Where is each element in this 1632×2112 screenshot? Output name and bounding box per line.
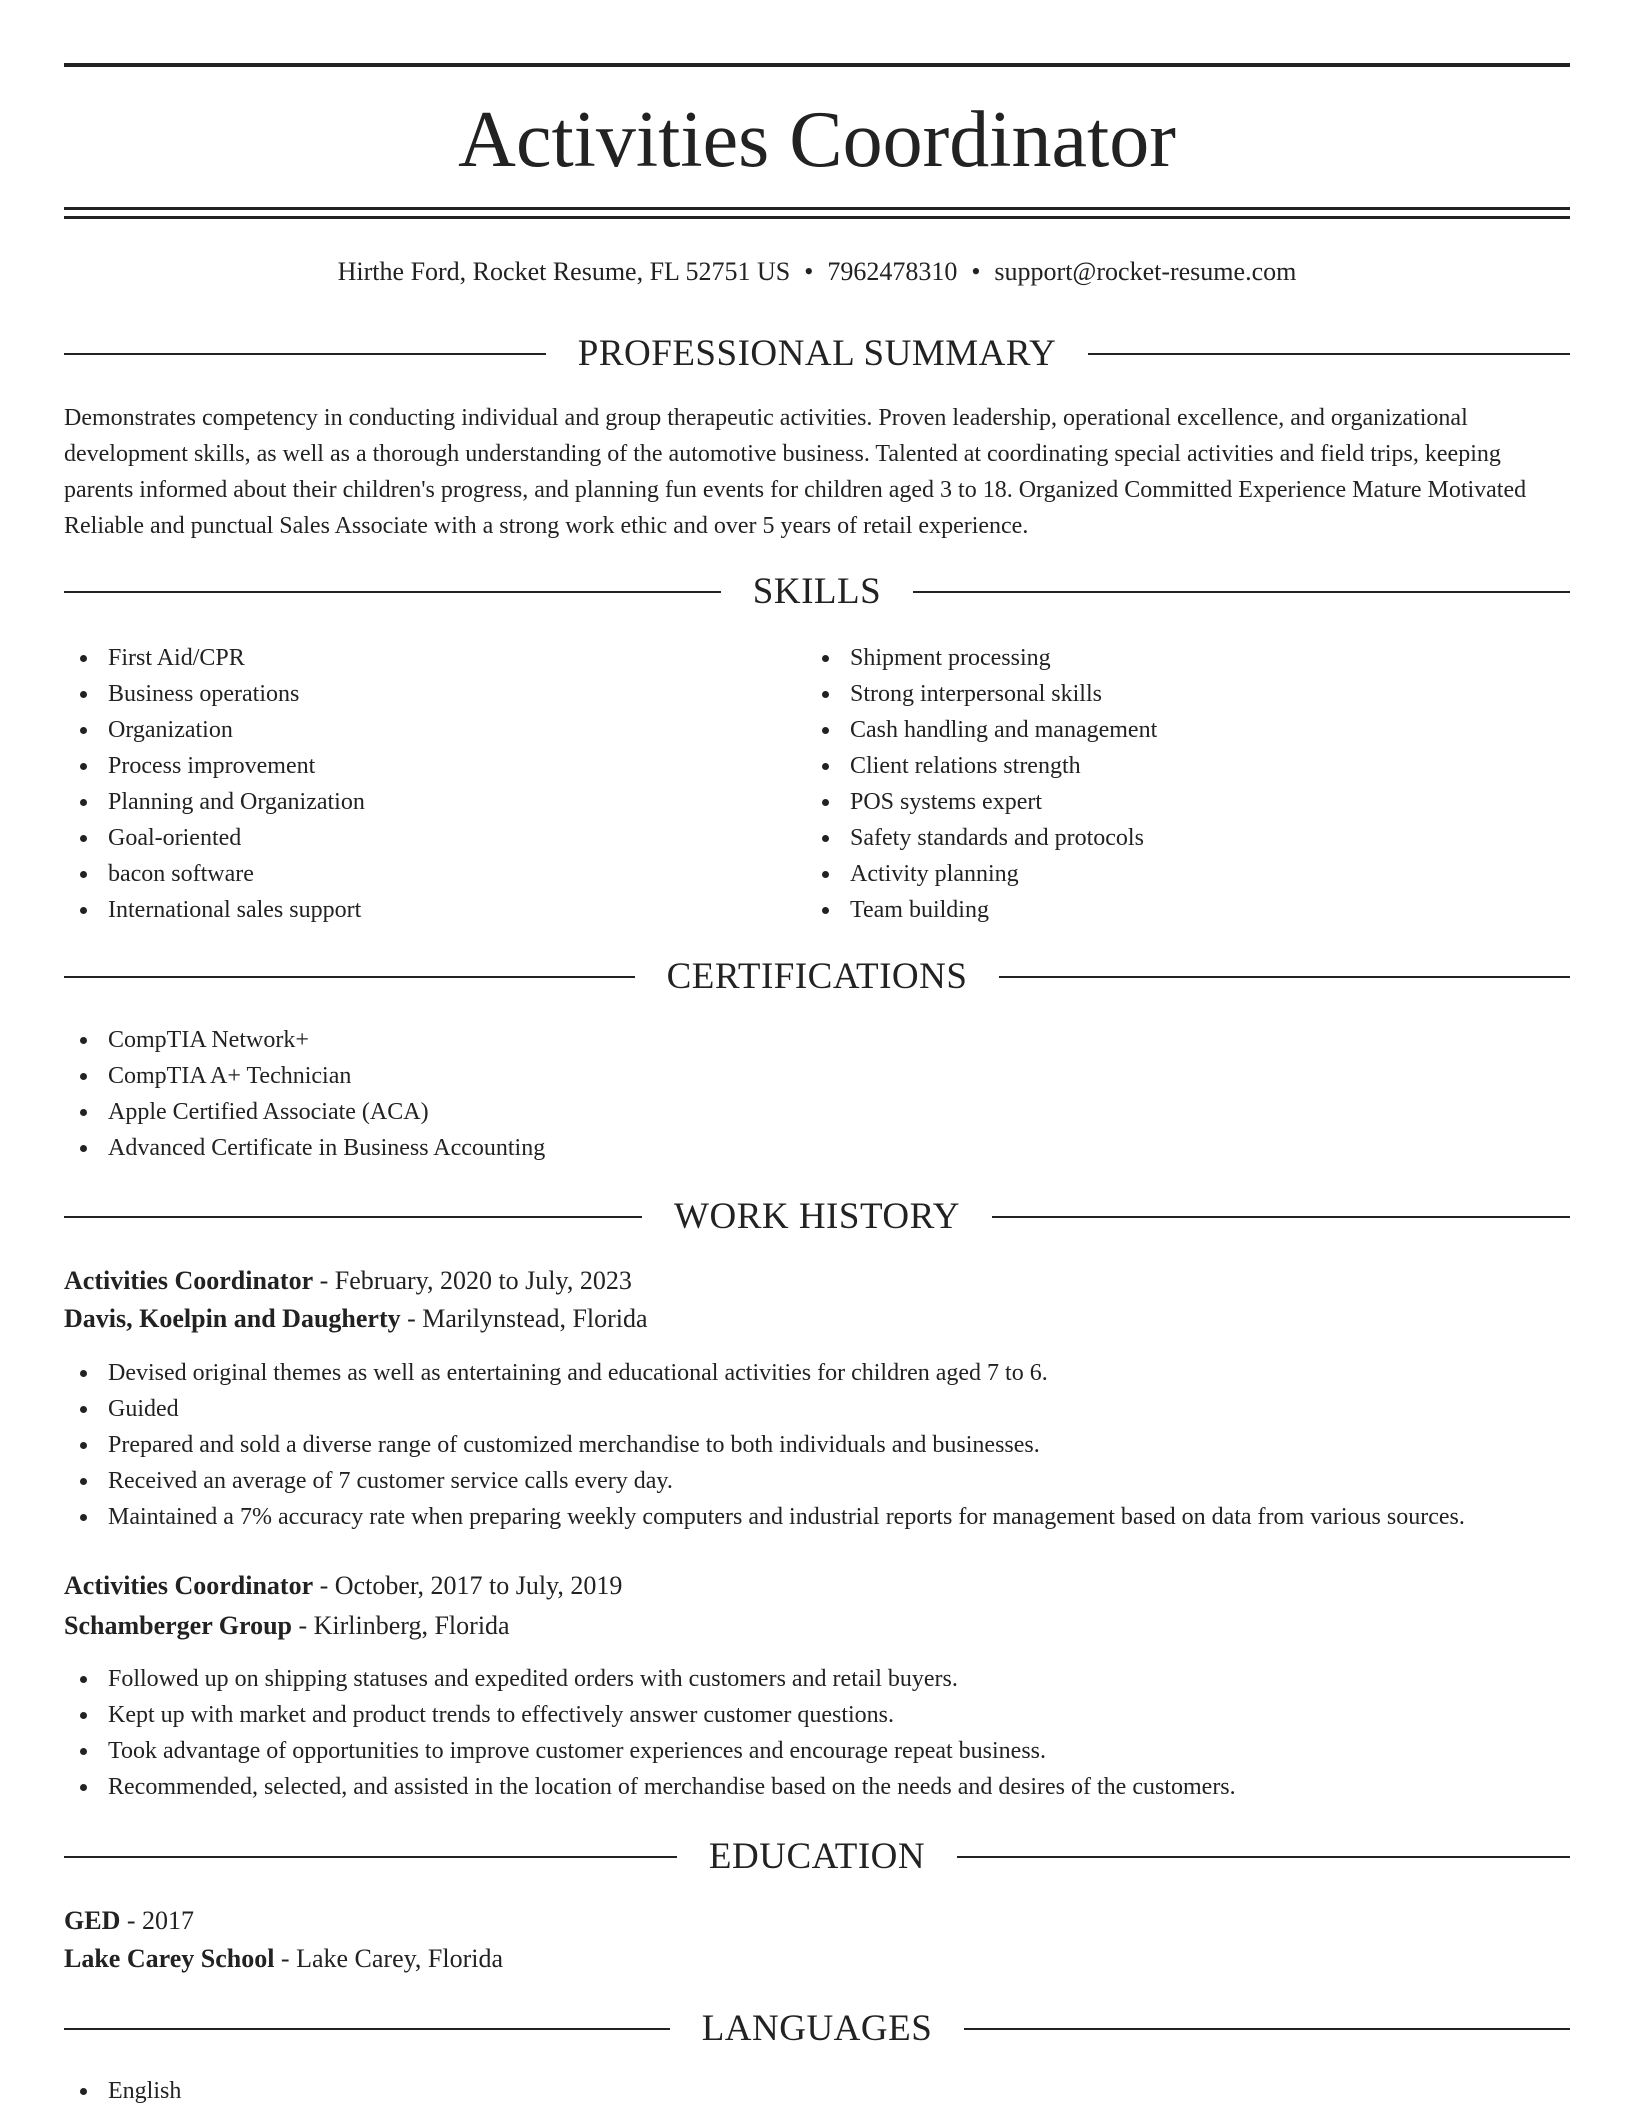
top-rule	[64, 63, 1570, 67]
heading-rule-right	[992, 1216, 1570, 1218]
skill-item: Business operations	[64, 676, 365, 712]
skill-item: Planning and Organization	[64, 784, 365, 820]
languages-heading-label: LANGUAGES	[701, 2008, 933, 2049]
certifications-heading-label: CERTIFICATIONS	[666, 956, 968, 997]
skills-heading	[64, 570, 1570, 614]
education-school-line	[64, 1941, 503, 1977]
education-location: - Lake Carey, Florida	[274, 1944, 504, 1973]
heading-rule-right	[957, 1856, 1570, 1858]
job-bullet: Guided	[64, 1391, 1465, 1427]
job-bullets	[64, 1355, 1465, 1535]
skill-item: Process improvement	[64, 748, 365, 784]
job-bullet: Prepared and sold a diverse range of customized merchandise to both individuals and businesses.	[64, 1427, 1465, 1463]
job-dates: - October, 2017 to July, 2019	[313, 1571, 623, 1600]
certification-item: Apple Certified Associate (ACA)	[64, 1094, 545, 1130]
certifications-list	[64, 1022, 545, 1166]
skill-item: Shipment processing	[806, 640, 1157, 676]
job-company: Davis, Koelpin and Daugherty	[64, 1304, 401, 1333]
contact-separator: •	[804, 257, 814, 286]
education-degree: GED	[64, 1906, 121, 1935]
skill-item: Strong interpersonal skills	[806, 676, 1157, 712]
skill-item: POS systems expert	[806, 784, 1157, 820]
skills-list-right	[806, 640, 1157, 928]
summary-heading	[64, 332, 1570, 376]
job-title-line	[64, 1263, 632, 1299]
skills-list-left	[64, 640, 365, 928]
job-company: Schamberger Group	[64, 1611, 292, 1640]
skill-item: Goal-oriented	[64, 820, 365, 856]
skill-item: Cash handling and management	[806, 712, 1157, 748]
contact-phone: 7962478310	[827, 257, 958, 286]
skill-item: Team building	[806, 892, 1157, 928]
certifications-heading	[64, 955, 1570, 999]
heading-rule-left	[64, 2028, 670, 2030]
skill-item: Client relations strength	[806, 748, 1157, 784]
heading-rule-right	[999, 976, 1570, 978]
heading-rule-left	[64, 1216, 642, 1218]
title-rule-lower	[64, 216, 1570, 219]
job-title: Activities Coordinator	[64, 1571, 314, 1600]
education-degree-line	[64, 1903, 194, 1939]
skill-item: Organization	[64, 712, 365, 748]
education-year: - 2017	[120, 1906, 195, 1935]
skill-item: First Aid/CPR	[64, 640, 365, 676]
summary-heading-label: PROFESSIONAL SUMMARY	[577, 333, 1057, 374]
job-bullet: Took advantage of opportunities to improve customer experiences and encourage repeat business.	[64, 1733, 1236, 1769]
job-dates: - February, 2020 to July, 2023	[313, 1266, 632, 1295]
job-bullets	[64, 1661, 1236, 1805]
education-heading	[64, 1835, 1570, 1879]
skill-item: Activity planning	[806, 856, 1157, 892]
education-school: Lake Carey School	[64, 1944, 275, 1973]
job-bullet: Maintained a 7% accuracy rate when preparing weekly computers and industrial reports for management based on data from various sources.	[64, 1499, 1465, 1535]
job-bullet: Devised original themes as well as entertaining and educational activities for children aged 7 to 6.	[64, 1355, 1465, 1391]
language-item: English	[64, 2073, 181, 2109]
job-title-line	[64, 1568, 622, 1604]
work-history-heading	[64, 1195, 1570, 1239]
title-rule-upper	[64, 207, 1570, 210]
heading-rule-right	[964, 2028, 1570, 2030]
job-bullet: Received an average of 7 customer service calls every day.	[64, 1463, 1465, 1499]
heading-rule-left	[64, 1856, 677, 1858]
job-company-line	[64, 1301, 648, 1337]
job-bullet: Kept up with market and product trends to effectively answer customer questions.	[64, 1697, 1236, 1733]
languages-list	[64, 2073, 181, 2109]
skill-item: Safety standards and protocols	[806, 820, 1157, 856]
skill-item: bacon software	[64, 856, 365, 892]
resume-title: Activities Coordinator	[458, 96, 1176, 184]
contact-email: support@rocket-resume.com	[994, 257, 1297, 286]
contact-separator: •	[971, 257, 981, 286]
contact-line	[64, 254, 1570, 290]
heading-rule-left	[64, 591, 721, 593]
heading-rule-right	[1088, 353, 1570, 355]
heading-rule-left	[64, 976, 635, 978]
heading-rule-right	[913, 591, 1570, 593]
skills-heading-label: SKILLS	[752, 571, 882, 612]
certification-item: CompTIA A+ Technician	[64, 1058, 545, 1094]
job-bullet: Recommended, selected, and assisted in the location of merchandise based on the needs and desires of the customers.	[64, 1769, 1236, 1805]
skill-item: International sales support	[64, 892, 365, 928]
education-heading-label: EDUCATION	[708, 1836, 926, 1877]
heading-rule-left	[64, 353, 546, 355]
job-location: - Marilynstead, Florida	[400, 1304, 648, 1333]
certification-item: CompTIA Network+	[64, 1022, 545, 1058]
summary-text: Demonstrates competency in conducting individual and group therapeutic activities. Proven leadership, operational excellence, and organizational development skills, as well as a thorough understanding of the automotive business. Talented at coordinating special activities and field trips, keeping parents informed about their children's progress, and planning fun events for children aged 3 to 18. Organized Committed Experience Mature Motivated Reliable and punctual Sales Associate with a strong work ethic and over 5 years of retail experience.	[64, 405, 1527, 539]
certification-item: Advanced Certificate in Business Accounting	[64, 1130, 545, 1166]
contact-address: Hirthe Ford, Rocket Resume, FL 52751 US	[337, 257, 791, 286]
work-history-heading-label: WORK HISTORY	[674, 1196, 960, 1237]
languages-heading	[64, 2007, 1570, 2051]
job-location: - Kirlinberg, Florida	[291, 1611, 510, 1640]
job-company-line	[64, 1608, 510, 1644]
job-bullet: Followed up on shipping statuses and expedited orders with customers and retail buyers.	[64, 1661, 1236, 1697]
job-title: Activities Coordinator	[64, 1266, 314, 1295]
